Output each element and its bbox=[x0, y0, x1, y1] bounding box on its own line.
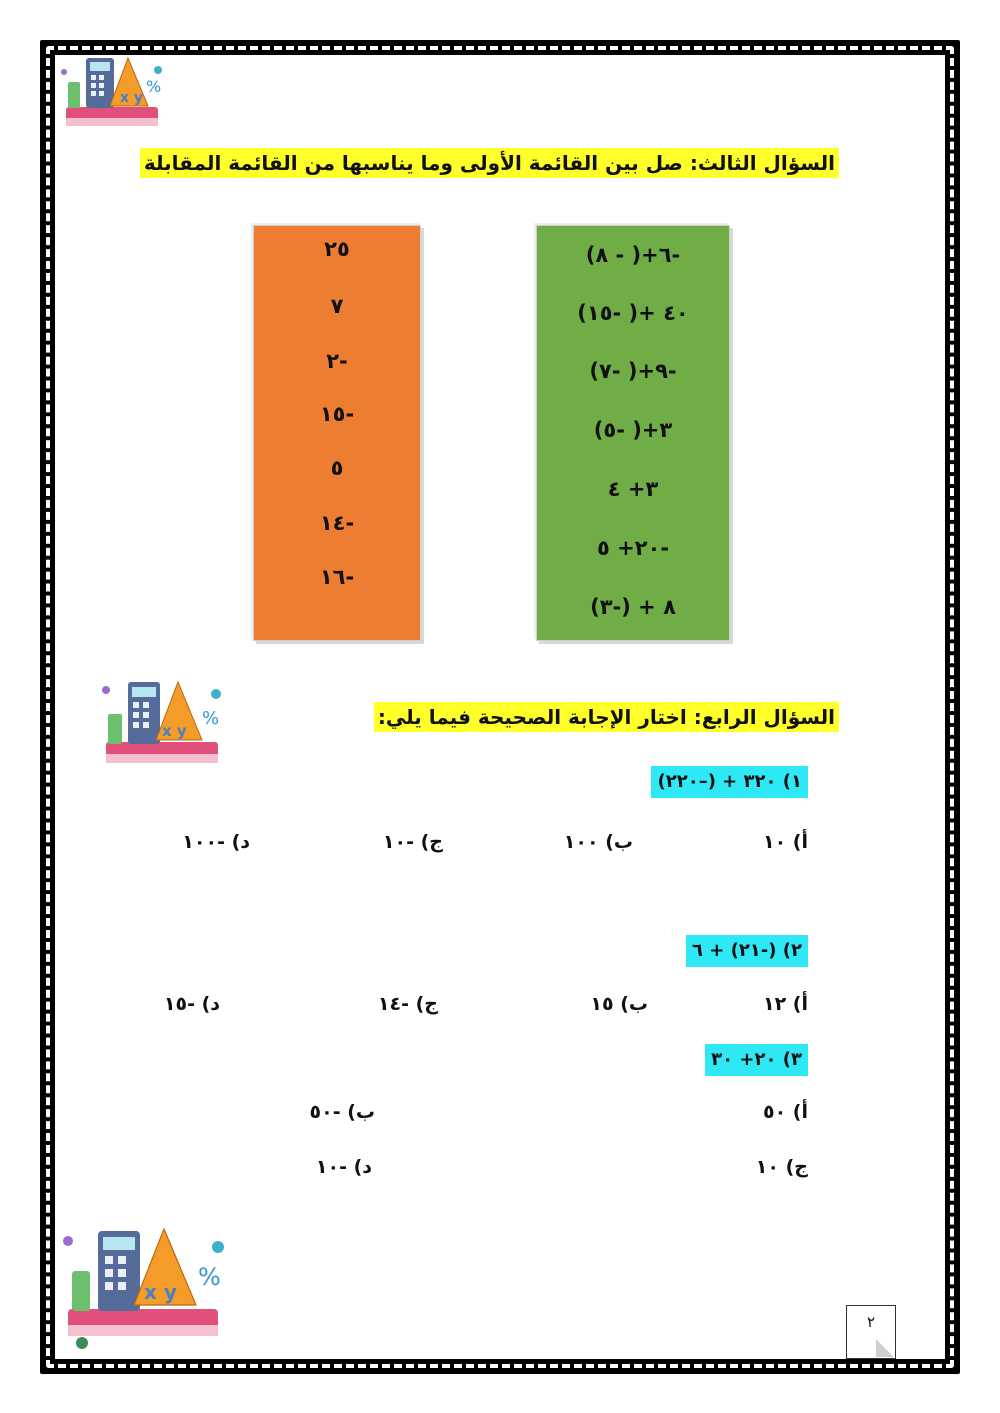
green-item[interactable]: -٩+( -٧) bbox=[589, 359, 677, 383]
option-a[interactable]: أ) ١٢ bbox=[762, 993, 808, 1015]
svg-text:%: % bbox=[146, 77, 162, 96]
math-clipart-middle bbox=[98, 678, 230, 778]
orange-item[interactable]: -١٥ bbox=[319, 402, 355, 426]
green-item[interactable]: -٦+( - ٨) bbox=[585, 243, 681, 267]
question-3-heading: السؤال الثالث: صل بين القائمة الأولى وما يناسبها من القائمة المقابلة bbox=[140, 148, 839, 178]
math-clipart-bottom bbox=[58, 1225, 236, 1355]
svg-text:x y: x y bbox=[144, 1280, 177, 1304]
svg-text:x y: x y bbox=[162, 722, 187, 740]
question-4-item-1-label: ١) ٣٢٠ + (–٢٢٠) bbox=[651, 766, 808, 798]
option-d[interactable]: د) -١٠ bbox=[315, 1156, 372, 1178]
option-a[interactable]: أ) ١٠ bbox=[762, 831, 808, 853]
orange-item[interactable]: -١٤ bbox=[319, 511, 355, 535]
option-c[interactable]: ج) -١٠ bbox=[382, 831, 443, 853]
option-d[interactable]: د) -١٠٠ bbox=[182, 831, 250, 853]
question-4-item-3-label: ٣) ٢٠+ ٣٠ bbox=[705, 1044, 808, 1076]
option-b[interactable]: ب) -٥٠ bbox=[309, 1101, 375, 1123]
svg-text:%: % bbox=[198, 1263, 221, 1291]
green-expression-column bbox=[536, 225, 730, 641]
option-b[interactable]: ب) ١٠٠ bbox=[563, 831, 633, 853]
question-4-item-2-label: ٢) (-٢١) + ٦ bbox=[686, 935, 808, 967]
option-b[interactable]: ب) ١٥ bbox=[590, 993, 648, 1015]
green-item[interactable]: -٢٠+ ٥ bbox=[596, 536, 670, 560]
page-corner-fold bbox=[876, 1339, 894, 1357]
question-4-heading: السؤال الرابع: اختار الإجابة الصحيحة فيما يلي: bbox=[374, 702, 839, 732]
green-item[interactable]: ٣+ ٤ bbox=[607, 477, 659, 501]
orange-item[interactable]: ٧ bbox=[330, 294, 344, 318]
green-item[interactable]: ٤٠ +( -١٥) bbox=[577, 301, 689, 325]
option-c[interactable]: ج) -١٤ bbox=[377, 993, 438, 1015]
option-c[interactable]: ج) ١٠ bbox=[755, 1156, 808, 1178]
orange-item[interactable]: ٢٥ bbox=[324, 237, 350, 261]
orange-answer-column bbox=[253, 225, 421, 641]
option-d[interactable]: د) -١٥ bbox=[163, 993, 220, 1015]
math-clipart-top bbox=[58, 52, 173, 137]
page-number: ٢ bbox=[846, 1305, 896, 1359]
option-a[interactable]: أ) ٥٠ bbox=[762, 1101, 808, 1123]
green-item[interactable]: ٣+( -٥) bbox=[593, 418, 673, 442]
svg-text:x y: x y bbox=[120, 90, 144, 106]
orange-item[interactable]: ٥ bbox=[330, 456, 344, 480]
green-item[interactable]: ٨ + (-٣) bbox=[590, 595, 676, 619]
orange-item[interactable]: -٢ bbox=[326, 349, 348, 373]
svg-text:%: % bbox=[202, 708, 220, 729]
orange-item[interactable]: -١٦ bbox=[319, 565, 355, 589]
